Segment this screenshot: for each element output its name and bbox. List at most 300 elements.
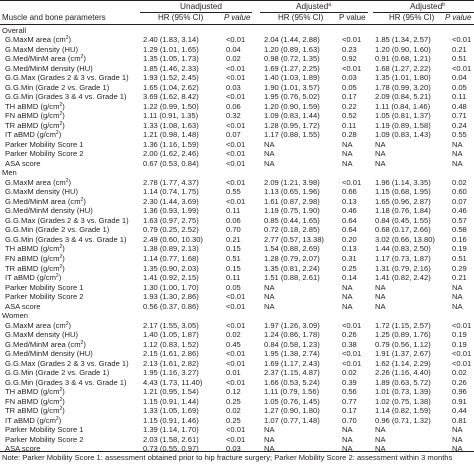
parameter-text: G.G.Max (Grades 2 & 3 vs. Grade 1)	[5, 73, 129, 83]
cell-hr-adjusted-b: 1.89 (0.63, 5.72)	[375, 377, 431, 387]
parameter-text: G.G.Min (Grade 2 vs. Grade 1)	[5, 225, 110, 235]
cell-p-unadjusted: 0.07	[226, 130, 241, 140]
cell-hr-adjusted-a: 1.11 (0.79, 1.56)	[264, 387, 320, 397]
table-row	[0, 283, 474, 293]
cell-parameter	[2, 292, 84, 302]
table-row	[0, 149, 474, 159]
parameter-text: G.G.Min (Grade 2 vs. Grade 1)	[5, 368, 110, 378]
cell-p-adjusted-a: NA	[342, 425, 353, 435]
cell-p-adjusted-a: 0.70	[342, 415, 357, 425]
cell-hr-adjusted-b: 1.72 (1.15, 2.57)	[375, 320, 431, 330]
cell-p-adjusted-b: 0.02	[452, 368, 467, 378]
cell-hr-unadjusted: 1.33 (1.08, 1.63)	[143, 120, 199, 130]
column-header-p3: P value	[445, 13, 472, 22]
cell-hr-adjusted-b: 1.14 (0.82, 1.59)	[375, 406, 431, 416]
parameter-text: G.Med/MinM density (HU)	[5, 63, 93, 73]
cell-p-adjusted-b: 0.55	[452, 130, 467, 140]
cell-hr-unadjusted: 2.15 (1.61, 2.86)	[143, 349, 199, 359]
parameter-text: Parker Mobility Score 2	[5, 292, 84, 302]
cell-p-unadjusted: 0.03	[226, 82, 241, 92]
parameter-text: Parker Mobility Score 1	[5, 282, 84, 292]
parameter-text: ASA score	[5, 158, 41, 168]
cell-hr-adjusted-a: 0.72 (0.18, 2.85)	[264, 225, 320, 235]
table-row	[0, 321, 474, 331]
cell-hr-adjusted-b: 1.15 (0.68, 1.95)	[375, 187, 431, 197]
cell-hr-unadjusted: 1.12 (0.83, 1.52)	[143, 339, 199, 349]
section-label: Men	[2, 168, 17, 178]
cell-p-adjusted-a: NA	[342, 434, 353, 444]
parameter-text: G.MaxM density (HU)	[5, 44, 78, 54]
cell-p-adjusted-b: 0.19	[452, 244, 467, 254]
parameter-text: G.G.Max (Grades 2 & 3 vs. Grade 1)	[5, 215, 129, 225]
cell-hr-adjusted-a: 1.90 (1.01, 3.57)	[264, 82, 320, 92]
cell-p-adjusted-a: <0.01	[342, 63, 362, 73]
header-bottom-rule	[0, 24, 474, 25]
cell-p-adjusted-b: 0.44	[452, 406, 467, 416]
cell-p-adjusted-b: NA	[452, 292, 463, 302]
cell-hr-adjusted-b: 2.09 (0.84, 5.21)	[375, 92, 431, 102]
parameter-text: IT aBMD (g/cm	[5, 130, 56, 140]
cell-p-adjusted-a: 0.92	[342, 54, 357, 64]
parameter-tail: )	[83, 196, 86, 206]
cell-p-adjusted-b: 0.81	[452, 415, 467, 425]
parameter-text: G.MaxM area (cm	[5, 320, 66, 330]
cell-p-adjusted-a: 0.46	[342, 206, 357, 216]
cell-p-adjusted-b: <0.01	[452, 358, 472, 368]
parameter-sup: 2	[59, 244, 63, 251]
cell-p-unadjusted: <0.01	[226, 301, 246, 311]
cell-p-adjusted-a: 0.64	[342, 215, 357, 225]
cell-p-unadjusted: <0.01	[226, 358, 246, 368]
table-row	[0, 406, 474, 416]
cell-p-adjusted-a: NA	[342, 158, 353, 168]
cell-parameter	[2, 387, 65, 397]
cell-p-adjusted-b: 0.19	[452, 339, 467, 349]
cell-parameter	[2, 397, 65, 407]
cell-parameter	[2, 425, 84, 435]
cell-p-unadjusted: <0.01	[226, 63, 246, 73]
cell-p-adjusted-a: 0.17	[342, 406, 357, 416]
table-row	[0, 340, 474, 350]
parameter-text: TR aBMD (g/cm	[5, 263, 60, 273]
cell-hr-adjusted-b: 3.02 (0.66, 13.80)	[375, 234, 435, 244]
group-title: Unadjusted	[180, 1, 222, 11]
cell-parameter	[2, 330, 78, 340]
cell-p-adjusted-b: 0.02	[452, 177, 467, 187]
cell-p-adjusted-b: NA	[452, 301, 463, 311]
cell-hr-unadjusted: 0.56 (0.37, 0.86)	[143, 301, 199, 311]
cell-p-unadjusted: <0.01	[226, 73, 246, 83]
cell-p-adjusted-a: <0.01	[342, 35, 362, 45]
parameter-text: G.G.Min (Grades 3 & 4 vs. Grade 1)	[5, 234, 127, 244]
cell-p-adjusted-b: 0.46	[452, 206, 467, 216]
cell-p-unadjusted: <0.01	[226, 139, 246, 149]
cell-p-adjusted-b: 0.05	[452, 82, 467, 92]
parameter-text: Parker Mobility Score 1	[5, 425, 84, 435]
cell-p-adjusted-a: 0.25	[342, 263, 357, 273]
cell-p-adjusted-a: 0.02	[342, 368, 357, 378]
parameter-tail: )	[58, 415, 62, 425]
cell-hr-adjusted-a: 1.61 (0.87, 2.98)	[264, 196, 320, 206]
cell-parameter	[2, 92, 127, 102]
parameter-sup: 2	[59, 396, 63, 403]
cell-hr-unadjusted: 2.03 (1.58, 2.61)	[143, 434, 199, 444]
cell-hr-adjusted-a: 1.69 (1.17, 2.43)	[264, 358, 320, 368]
parameter-sup: 2	[55, 130, 59, 137]
cell-parameter	[2, 225, 109, 235]
table-row	[0, 102, 474, 112]
cell-hr-unadjusted: 0.73 (0.55, 0.97)	[143, 444, 199, 454]
cell-p-unadjusted: 0.25	[226, 415, 241, 425]
cell-hr-unadjusted: 3.69 (1.62, 8.42)	[143, 92, 199, 102]
cell-hr-adjusted-b: 1.31 (0.79, 2.16)	[375, 263, 431, 273]
cell-hr-adjusted-a: NA	[264, 149, 275, 159]
cell-hr-unadjusted: 1.14 (0.74, 1.75)	[143, 187, 199, 197]
cell-p-adjusted-a: 0.11	[342, 120, 357, 130]
parameter-sup: 2	[59, 120, 63, 127]
cell-p-adjusted-a: <0.01	[342, 320, 362, 330]
cell-hr-unadjusted: 2.13 (1.61, 2.82)	[143, 358, 199, 368]
cell-hr-unadjusted: 1.41 (0.92, 2.15)	[143, 273, 199, 283]
cell-p-adjusted-a: <0.01	[342, 349, 362, 359]
table-row	[0, 197, 474, 207]
cell-hr-adjusted-a: 1.28 (0.95, 1.72)	[264, 120, 320, 130]
cell-hr-adjusted-b: 1.65 (0.96, 2.87)	[375, 196, 431, 206]
cell-p-adjusted-b: 0.29	[452, 263, 467, 273]
cell-p-adjusted-a: 0.13	[342, 244, 357, 254]
table-row	[0, 416, 474, 426]
cell-parameter	[2, 435, 84, 445]
cell-hr-adjusted-a: 1.54 (0.88, 2.69)	[264, 244, 320, 254]
cell-hr-unadjusted: 1.65 (1.04, 2.62)	[143, 82, 199, 92]
cell-hr-adjusted-b: 1.41 (0.82, 2.42)	[375, 273, 431, 283]
cell-p-adjusted-b: 0.21	[452, 44, 467, 54]
table-row	[0, 387, 474, 397]
cell-p-adjusted-b: 0.51	[452, 54, 467, 64]
cell-hr-adjusted-a: 1.05 (0.76, 1.45)	[264, 396, 320, 406]
cell-p-unadjusted: <0.01	[226, 292, 246, 302]
parameter-text: TH aBMD (g/cm	[5, 387, 60, 397]
table-row	[0, 159, 474, 169]
table-row	[0, 73, 474, 83]
group-title: Adjusted	[296, 1, 329, 11]
cell-parameter	[2, 35, 71, 45]
parameter-text: TR aBMD (g/cm	[5, 120, 60, 130]
cell-hr-adjusted-a: 1.95 (1.38, 2.74)	[264, 349, 320, 359]
parameter-text: G.MaxM area (cm	[5, 35, 66, 45]
cell-hr-adjusted-b: 1.11 (0.84, 1.46)	[375, 101, 431, 111]
table-row	[0, 130, 474, 140]
cell-hr-unadjusted: 1.36 (1.16, 1.59)	[143, 139, 199, 149]
cell-p-adjusted-b: NA	[452, 434, 463, 444]
cell-hr-adjusted-a: NA	[264, 292, 275, 302]
parameter-text: ASA score	[5, 301, 41, 311]
cell-p-adjusted-b: 0.21	[452, 273, 467, 283]
cell-hr-adjusted-a: 1.66 (0.53, 5.24)	[264, 377, 320, 387]
table-row	[0, 330, 474, 340]
cell-hr-unadjusted: 1.36 (0.93, 1.99)	[143, 206, 199, 216]
table-row	[0, 368, 474, 378]
cell-p-adjusted-b: 0.16	[452, 234, 467, 244]
cell-p-adjusted-b: NA	[452, 282, 463, 292]
parameter-tail: )	[62, 387, 65, 397]
cell-hr-unadjusted: 1.35 (0.90, 2.03)	[143, 263, 199, 273]
cell-hr-adjusted-b: 1.25 (0.89, 1.76)	[375, 330, 431, 340]
parameter-text: G.MaxM density (HU)	[5, 330, 78, 340]
cell-p-adjusted-a: 0.56	[342, 387, 357, 397]
table-row	[0, 187, 474, 197]
parameter-sup: 2	[65, 35, 69, 42]
cell-p-adjusted-b: NA	[452, 444, 463, 454]
cell-hr-adjusted-b: NA	[375, 444, 386, 454]
cell-hr-adjusted-b: 1.05 (0.81, 1.37)	[375, 111, 431, 121]
section-label: Women	[2, 311, 29, 321]
cell-p-unadjusted: <0.01	[226, 425, 246, 435]
cell-hr-adjusted-b: NA	[375, 301, 386, 311]
parameter-tail: )	[62, 396, 65, 406]
cell-p-unadjusted: <0.01	[226, 349, 246, 359]
cell-p-unadjusted: <0.01	[226, 35, 246, 45]
table-row	[0, 435, 474, 445]
cell-hr-unadjusted: 1.93 (1.52, 2.45)	[143, 73, 199, 83]
group-title: Adjusted	[410, 1, 443, 11]
cell-hr-adjusted-b: 0.68 (0.17, 2.66)	[375, 225, 431, 235]
section-row	[0, 311, 474, 321]
parameter-text: G.MaxM area (cm	[5, 177, 66, 187]
cell-hr-adjusted-a: 1.19 (0.75, 1.90)	[264, 206, 320, 216]
cell-p-adjusted-a: NA	[342, 139, 353, 149]
cell-hr-unadjusted: 1.15 (0.91, 1.46)	[143, 415, 199, 425]
cell-hr-adjusted-b: 1.20 (0.90, 1.60)	[375, 44, 431, 54]
parameter-tail: )	[68, 177, 72, 187]
cell-parameter	[2, 406, 65, 416]
cell-p-adjusted-a: 0.64	[342, 225, 357, 235]
cell-hr-adjusted-b: NA	[375, 158, 386, 168]
parameter-sup: 2	[80, 196, 84, 203]
table-row	[0, 273, 474, 283]
cell-p-unadjusted: <0.01	[226, 196, 246, 206]
cell-p-unadjusted: 0.04	[226, 44, 241, 54]
cell-hr-adjusted-b: 1.68 (1.27, 2.22)	[375, 63, 431, 73]
cell-p-adjusted-a: NA	[342, 301, 353, 311]
cell-parameter	[2, 83, 109, 93]
cell-p-adjusted-a: 0.77	[342, 396, 357, 406]
cell-parameter	[2, 121, 65, 131]
cell-p-unadjusted: 0.05	[226, 282, 241, 292]
parameter-text: FN aBMD (g/cm	[5, 111, 60, 121]
cell-hr-adjusted-b: 1.44 (0.83, 2.50)	[375, 244, 431, 254]
cell-hr-adjusted-b: 1.18 (0.76, 1.84)	[375, 206, 431, 216]
cell-hr-adjusted-a: 1.27 (0.90, 1.80)	[264, 406, 320, 416]
cell-p-adjusted-a: 0.23	[342, 44, 357, 54]
cell-hr-adjusted-b: NA	[375, 139, 386, 149]
column-header-param: Muscle and bone parameters	[2, 13, 106, 22]
parameter-text: G.MaxM density (HU)	[5, 187, 78, 197]
parameter-sup: 2	[65, 177, 69, 184]
cell-hr-unadjusted: 2.78 (1.77, 4.37)	[143, 177, 199, 187]
parameter-text: TR aBMD (g/cm	[5, 406, 60, 416]
section-label: Overall	[2, 25, 27, 35]
cell-p-adjusted-b: 0.60	[452, 187, 467, 197]
cell-hr-adjusted-b: 1.35 (1.01, 1.80)	[375, 73, 431, 83]
parameter-tail: )	[62, 101, 65, 111]
cell-hr-unadjusted: 1.93 (1.30, 2.86)	[143, 292, 199, 302]
section-row	[0, 168, 474, 178]
cell-parameter	[2, 130, 61, 140]
table-row	[0, 216, 474, 226]
table-row	[0, 35, 474, 45]
cell-p-adjusted-b: 0.04	[452, 73, 467, 83]
table-note: Note: Parker Mobility Score 1: assessment obtained prior to hip fracture surgery; Parker Mobility Score 2: assessment within 3 months	[2, 453, 453, 462]
cell-p-unadjusted: 0.55	[226, 187, 241, 197]
cell-p-adjusted-a: 0.22	[342, 101, 357, 111]
cell-hr-adjusted-a: NA	[264, 425, 275, 435]
parameter-text: TH aBMD (g/cm	[5, 101, 60, 111]
parameter-sup: 2	[65, 320, 69, 327]
cell-p-adjusted-b: 0.11	[452, 92, 467, 102]
cell-parameter	[2, 54, 86, 64]
cell-hr-adjusted-b: NA	[375, 434, 386, 444]
cell-p-unadjusted: 0.11	[226, 273, 241, 283]
cell-p-unadjusted: <0.01	[226, 434, 246, 444]
cell-parameter	[2, 235, 127, 245]
cell-p-unadjusted: 0.03	[226, 444, 241, 454]
cell-parameter	[2, 254, 65, 264]
parameter-text: Parker Mobility Score 2	[5, 149, 84, 159]
cell-p-adjusted-a: 0.38	[342, 339, 357, 349]
cell-hr-adjusted-a: 1.07 (0.77, 1.48)	[264, 415, 320, 425]
table-row	[0, 359, 474, 369]
cell-hr-adjusted-a: 1.13 (0.65, 1.96)	[264, 187, 320, 197]
cell-p-adjusted-a: 0.26	[342, 330, 357, 340]
cell-hr-adjusted-a: 1.51 (0.88, 2.61)	[264, 273, 320, 283]
column-header-hr2: HR (95% CI)	[278, 13, 324, 22]
parameter-text: FN aBMD (g/cm	[5, 396, 60, 406]
parameter-tail: )	[62, 111, 65, 121]
cell-hr-adjusted-a: NA	[264, 139, 275, 149]
cell-parameter	[2, 187, 78, 197]
parameter-tail: )	[62, 253, 65, 263]
cell-parameter	[2, 302, 40, 312]
cell-parameter	[2, 349, 93, 359]
group-header-unadjusted	[180, 1, 222, 11]
cell-hr-unadjusted: 1.11 (0.91, 1.35)	[143, 111, 199, 121]
cell-hr-unadjusted: 1.30 (1.00, 1.70)	[143, 282, 199, 292]
parameter-tail: )	[68, 35, 72, 45]
parameter-text: FN aBMD (g/cm	[5, 253, 60, 263]
cell-hr-adjusted-a: 1.95 (0.76, 5.02)	[264, 92, 320, 102]
cell-hr-unadjusted: 1.29 (1.01, 1.65)	[143, 44, 199, 54]
cell-p-adjusted-b: NA	[452, 158, 463, 168]
parameter-text: G.Med/MinM area (cm	[5, 196, 81, 206]
table-row	[0, 425, 474, 435]
cell-hr-adjusted-b: 0.84 (0.45, 1.55)	[375, 215, 431, 225]
cell-hr-adjusted-b: 1.62 (1.14, 2.29)	[375, 358, 431, 368]
cell-p-unadjusted: 0.06	[226, 101, 241, 111]
cell-hr-unadjusted: 1.39 (1.14, 1.70)	[143, 425, 199, 435]
cell-p-adjusted-b: NA	[452, 139, 463, 149]
group-header-adjusted-b	[410, 1, 445, 11]
cell-hr-adjusted-a: 1.20 (0.90, 1.59)	[264, 101, 320, 111]
cell-hr-unadjusted: 2.30 (1.44, 3.69)	[143, 196, 199, 206]
cell-p-adjusted-a: <0.01	[342, 177, 362, 187]
cell-parameter	[2, 73, 129, 83]
cell-hr-unadjusted: 1.38 (0.89, 2.13)	[143, 244, 199, 254]
table-row	[0, 254, 474, 264]
parameter-text: IT aBMD (g/cm	[5, 273, 56, 283]
table-row	[0, 225, 474, 235]
cell-parameter	[2, 45, 78, 55]
cell-hr-unadjusted: 1.85 (1.46, 2.33)	[143, 63, 199, 73]
cell-p-unadjusted: 0.02	[226, 406, 241, 416]
cell-hr-adjusted-b: 1.09 (0.83, 1.43)	[375, 130, 431, 140]
cell-hr-unadjusted: 1.95 (1.16, 3.27)	[143, 368, 199, 378]
parameter-sup: 2	[59, 111, 63, 118]
cell-p-adjusted-b: 0.91	[452, 396, 467, 406]
cell-p-unadjusted: 0.02	[226, 54, 241, 64]
cell-p-unadjusted: 0.11	[226, 206, 241, 216]
cell-parameter	[2, 264, 65, 274]
cell-p-unadjusted: <0.01	[226, 158, 246, 168]
cell-hr-adjusted-b: 1.78 (0.99, 3.20)	[375, 82, 431, 92]
table-row	[0, 92, 474, 102]
cell-hr-adjusted-b: 2.26 (1.16, 4.40)	[375, 368, 431, 378]
cell-hr-adjusted-a: 1.20 (0.89, 1.63)	[264, 44, 320, 54]
cell-hr-adjusted-b: NA	[375, 292, 386, 302]
cell-parameter	[2, 111, 65, 121]
cell-parameter	[2, 64, 93, 74]
cell-hr-unadjusted: 1.14 (0.77, 1.68)	[143, 253, 199, 263]
table-row	[0, 397, 474, 407]
cell-p-unadjusted: 0.02	[226, 330, 241, 340]
cell-p-adjusted-a: 0.20	[342, 234, 357, 244]
cell-hr-unadjusted: 0.79 (0.25, 2.52)	[143, 225, 199, 235]
cell-hr-adjusted-b: 1.85 (1.34, 2.57)	[375, 35, 431, 45]
cell-hr-unadjusted: 4.43 (1.73, 11.40)	[143, 377, 203, 387]
cell-parameter	[2, 140, 84, 150]
cell-parameter	[2, 273, 61, 283]
parameter-text: Parker Mobility Score 2	[5, 434, 84, 444]
parameter-tail: )	[62, 120, 65, 130]
cell-hr-adjusted-b: 1.91 (1.37, 2.67)	[375, 349, 431, 359]
cell-hr-adjusted-b: NA	[375, 149, 386, 159]
cell-hr-unadjusted: 2.17 (1.55, 3.05)	[143, 320, 199, 330]
table-row	[0, 264, 474, 274]
group-header-adjusted-a	[296, 1, 331, 11]
cell-p-adjusted-a: 0.03	[342, 73, 357, 83]
cell-p-unadjusted: 0.15	[226, 244, 241, 254]
group-sup: a	[328, 2, 332, 8]
parameter-sup: 2	[59, 253, 63, 260]
cell-p-adjusted-a: NA	[342, 292, 353, 302]
table-row	[0, 292, 474, 302]
cell-parameter	[2, 216, 129, 226]
column-header-p2: P value	[339, 13, 366, 22]
cell-hr-adjusted-a: 1.09 (0.83, 1.44)	[264, 111, 320, 121]
cell-hr-adjusted-b: NA	[375, 425, 386, 435]
column-header-p1: P value	[224, 13, 251, 22]
cell-p-unadjusted: <0.01	[226, 377, 246, 387]
parameter-text: G.Med/MinM density (HU)	[5, 349, 93, 359]
cell-parameter	[2, 197, 86, 207]
parameter-tail: )	[58, 273, 62, 283]
cell-p-adjusted-b: NA	[452, 149, 463, 159]
cell-hr-unadjusted: 1.15 (0.91, 1.44)	[143, 396, 199, 406]
cell-p-adjusted-b: 0.58	[452, 225, 467, 235]
cell-hr-unadjusted: 1.35 (1.05, 1.73)	[143, 54, 199, 64]
parameter-text: G.Med/MinM density (HU)	[5, 206, 93, 216]
cell-parameter	[2, 283, 84, 293]
